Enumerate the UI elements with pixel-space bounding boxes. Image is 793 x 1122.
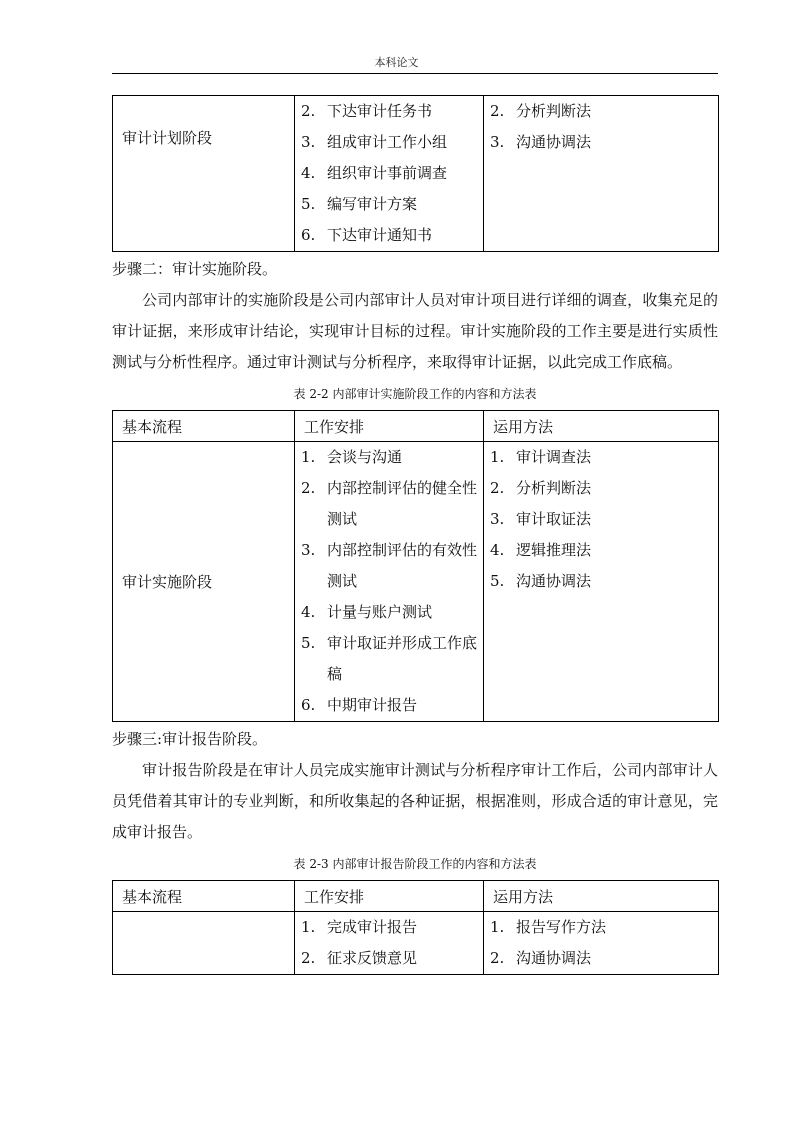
list-item: 4. 组织审计事前调查 [301,164,448,182]
audit-plan-table [112,95,719,252]
methods-cell [484,96,719,252]
list-item: 1. 会谈与沟通 [301,448,403,466]
list-item: 3. 内部控制评估的有效性测试 [301,541,478,590]
step-three-paragraph: 审计报告阶段是在审计人员完成实施审计测试与分析程序审计工作后，公司内部审计人员凭借着其审计的专业判断，和所收集起的各种证据，根据准则，形成合适的审计意见，完成审计报告。 [112,761,718,841]
column-header: 工作安排 [295,881,484,912]
table-row [113,442,719,722]
list-item: 2. 征求反馈意见 [301,949,418,967]
list-item: 2. 下达审计任务书 [301,102,433,120]
stage-cell [113,912,295,975]
page-header-title: 本科论文 [374,56,419,69]
list-item: 5. 沟通协调法 [490,572,592,590]
step-two-paragraph: 公司内部审计的实施阶段是公司内部审计人员对审计项目进行详细的调查，收集充足的审计证据，来形成审计结论，实现审计目标的过程。审计实施阶段的工作主要是进行实质性测试与分析性程序。通过审计测试与分析程序，来取得审计证据，以此完成工作底稿。 [112,291,718,371]
list-item: 2. 沟通协调法 [490,949,592,967]
list-item: 6. 下达审计通知书 [301,226,433,244]
column-header: 基本流程 [113,411,295,442]
list-item: 3. 审计取证法 [490,510,592,528]
table-2-3-caption: 表 2-3 内部审计报告阶段工作的内容和方法表 [293,857,537,871]
table-header-row [113,411,719,442]
tasks-cell [295,912,484,975]
audit-implementation-table [112,410,719,722]
list-item: 1. 审计调查法 [490,448,592,466]
list-item: 3. 组成审计工作小组 [301,133,448,151]
column-header: 工作安排 [295,411,484,442]
list-item: 6. 中期审计报告 [301,696,418,714]
stage-cell: 审计计划阶段 [113,96,295,252]
header-rule [112,73,718,74]
table-row [113,912,719,975]
step-three-heading: 步骤三:审计报告阶段。 [112,730,268,748]
list-item: 3. 沟通协调法 [490,133,592,151]
list-item: 5. 编写审计方案 [301,195,418,213]
tasks-cell [295,96,484,252]
list-item: 4. 计量与账户测试 [301,603,433,621]
methods-cell [484,912,719,975]
tasks-cell [295,442,484,722]
methods-cell [484,442,719,722]
column-header: 基本流程 [113,881,295,912]
stage-cell: 审计实施阶段 [113,442,295,722]
list-item: 2. 分析判断法 [490,102,592,120]
list-item: 1. 完成审计报告 [301,918,418,936]
list-item: 2. 内部控制评估的健全性测试 [301,479,478,528]
table-2-2-caption: 表 2-2 内部审计实施阶段工作的内容和方法表 [293,387,537,401]
step-two-heading: 步骤二：审计实施阶段。 [112,260,278,278]
column-header: 运用方法 [484,881,719,912]
list-item: 2. 分析判断法 [490,479,592,497]
column-header: 运用方法 [484,411,719,442]
table-header-row [113,881,719,912]
list-item: 4. 逻辑推理法 [490,541,592,559]
list-item: 1. 报告写作方法 [490,918,607,936]
table-row [113,96,719,252]
document-body [112,95,718,975]
list-item: 5. 审计取证并形成工作底稿 [301,634,478,683]
audit-report-table [112,880,719,975]
